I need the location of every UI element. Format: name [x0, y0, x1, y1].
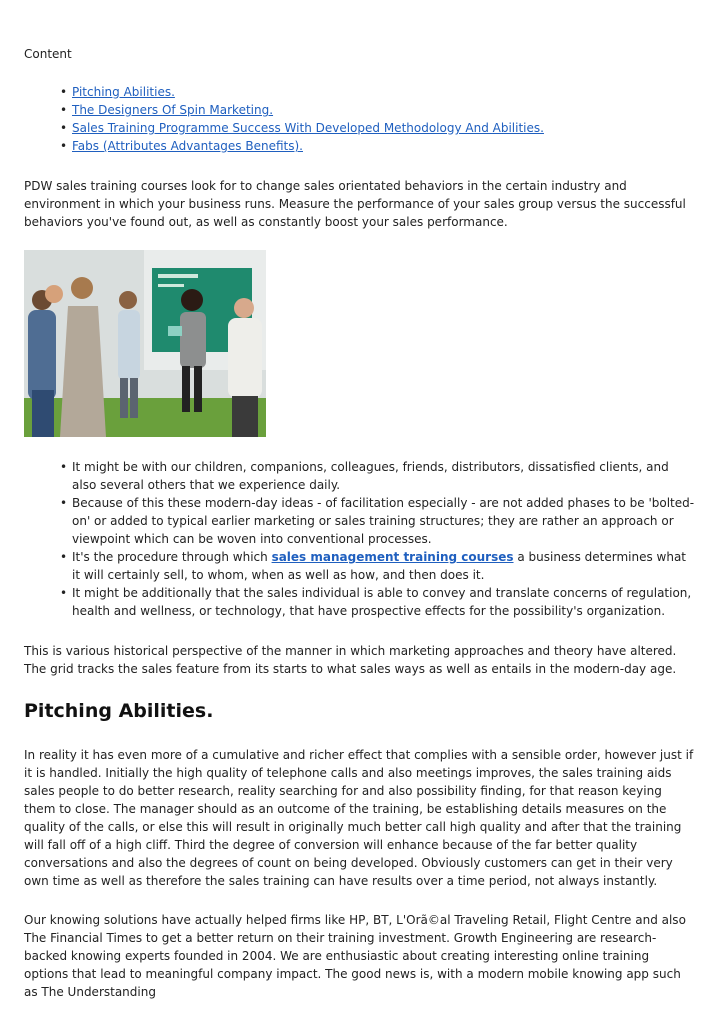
- list-item-text: a business determines what it will certainly sell, to whom, when as well as how, and then does it.: [72, 550, 686, 582]
- key-points-list: [24, 458, 696, 620]
- sales-management-training-link[interactable]: sales management training courses: [271, 550, 514, 564]
- intro-paragraph: PDW sales training courses look for to change sales orientated behaviors in the certain industry and environment in which your business runs. Measure the performance of your sales group versus the successful behaviors you've found out, as well as constantly boost your sales performance.: [24, 179, 686, 229]
- list-item: • It might be additionally that the sales individual is able to convey and translate concerns of regulation, health and wellness, or technology, that have prospective effects for the possibility's organization.: [24, 584, 696, 620]
- list-item-text: It's the procedure through which: [72, 550, 272, 564]
- toc-link-fabs[interactable]: Fabs (Attributes Advantages Benefits).: [72, 139, 303, 153]
- list-item: • Because of this these modern-day ideas - of facilitation especially - are not added phases to be 'bolted-on' or added to typical earlier marketing or sales training structures; they are rather an approach or viewpoint which can be woven into conventional processes.: [24, 494, 696, 548]
- sales-training-photo: [24, 250, 266, 437]
- toc-item: [24, 101, 696, 119]
- toc-link-pitching-abilities[interactable]: Pitching Abilities.: [72, 85, 175, 99]
- toc-link-programme-success[interactable]: Sales Training Programme Success With Developed Methodology And Abilities.: [72, 121, 544, 135]
- table-of-contents: [24, 83, 696, 155]
- toc-link-spin-marketing[interactable]: The Designers Of Spin Marketing.: [72, 103, 274, 117]
- history-paragraph: This is various historical perspective of the manner in which marketing approaches and theory have altered. The grid tracks the sales feature from its starts to what sales ways as well as entails in the modern-day age.: [24, 644, 677, 676]
- content-label: Content: [24, 47, 72, 61]
- body-paragraph: Our knowing solutions have actually helped firms like HP, BT, L'Orã©al Traveling Retail, Flight Centre and also The Financial Times to get a better return on their training investment. Growth Engineering are research-backed knowing experts founded in 2004. We are enthusiastic about creating interesting online training options that lead to meaningful company impact. The good news is, with a modern mobile knowing app such as The Understanding: [24, 913, 686, 999]
- toc-item: [24, 137, 696, 155]
- toc-item: [24, 119, 696, 137]
- list-item: • It might be with our children, companions, colleagues, friends, distributors, dissatisfied clients, and also several others that we experience daily.: [24, 458, 696, 494]
- list-item: [24, 548, 696, 584]
- body-paragraph: In reality it has even more of a cumulative and richer effect that complies with a sensible order, however just if it is handled. Initially the high quality of telephone calls and also meetings improves, the sales training aids sales people to do better research, reality searching for and also possibility finding, for that reason keying them to close. The manager should as an outcome of the training, be establishing details measures on the quality of the calls, or else this will result in originally much better call high quality and after that the training will fall off of a high cliff. Third the degree of conversion will enhance because of the far better quality conversations and also the degrees of count on being developed. Obviously customers can get in their very own time as well as therefore the sales training can have results over a time period, not always instantly.: [24, 748, 694, 888]
- section-heading: Pitching Abilities.: [24, 700, 214, 722]
- toc-item: [24, 83, 696, 101]
